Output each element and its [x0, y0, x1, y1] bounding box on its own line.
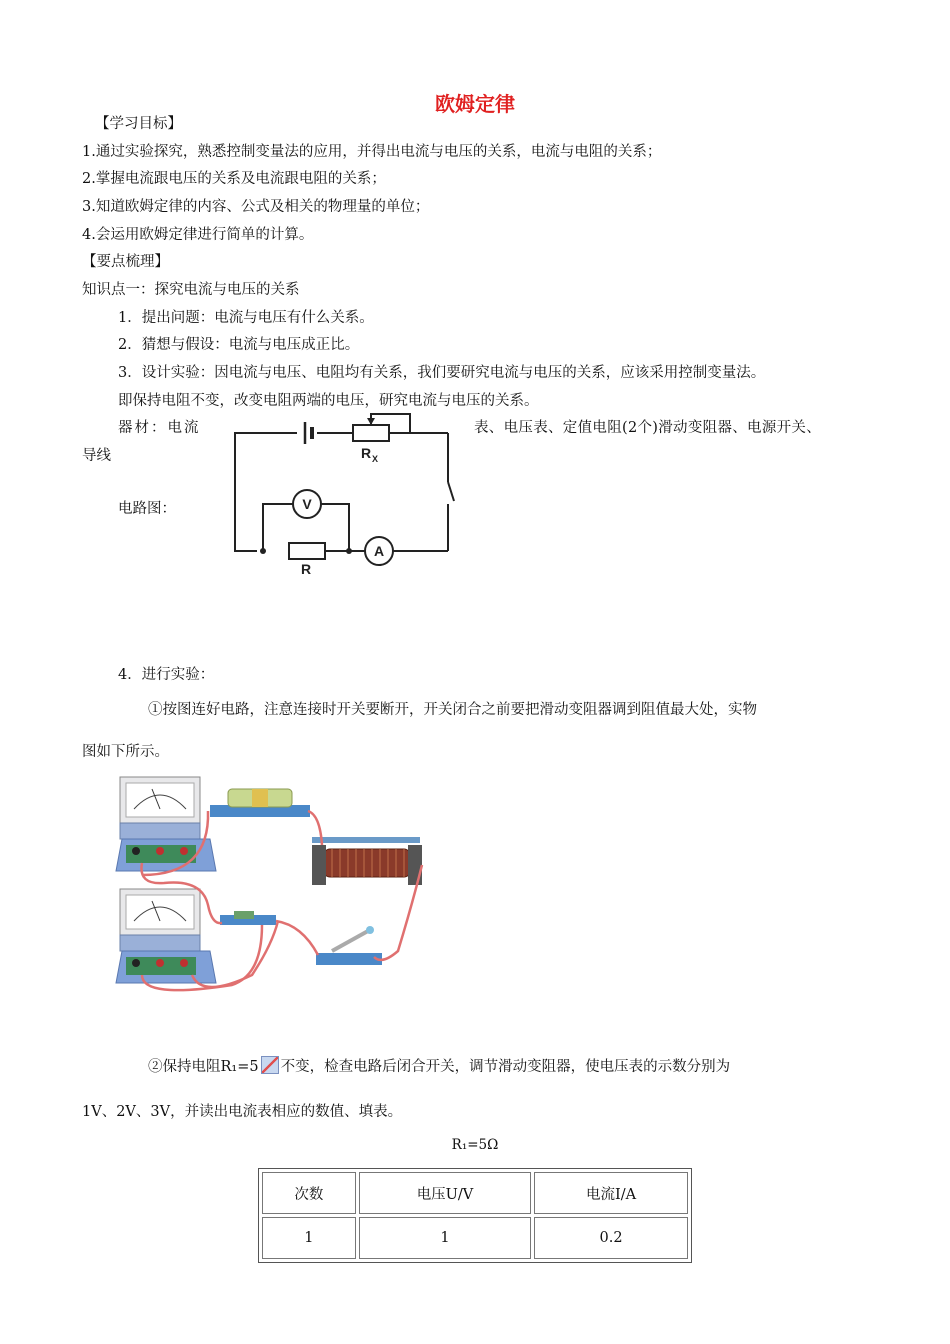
page-title: 欧姆定律: [435, 92, 515, 116]
table-header-cell: 次数: [262, 1172, 356, 1214]
step-3: 3．设计实验：因电流与电压、电阻均有关系，我们要研究电流与电压的关系，应该采用控制变量法。: [118, 365, 766, 381]
table-caption: R₁=5Ω: [451, 1137, 499, 1153]
step-4b-post: 不变，检查电路后闭合开关，调节滑动变阻器，使电压表的示数分别为: [280, 1059, 731, 1075]
voltmeter-label: V: [302, 496, 312, 512]
materials-c: 导线: [82, 448, 111, 464]
voltmeter-device: [116, 889, 216, 983]
rx-subscript: X: [372, 454, 379, 464]
diagram-label: 电路图：: [118, 501, 176, 517]
rx-label: R: [361, 445, 372, 461]
step-4b: [148, 1055, 730, 1076]
knowledge-point-1: 知识点一：探究电流与电压的关系: [82, 282, 300, 298]
step-4: 4．进行实验：: [118, 667, 215, 683]
step-4b-cont: 1V、2V、3V，并读出电流表相应的数值、填表。: [82, 1104, 403, 1120]
rheostat-device: [312, 837, 422, 885]
step-4a: ①按图连好电路，注意连接时开关要断开，开关闭合之前要把滑动变阻器调到阻值最大处，实物: [148, 702, 757, 718]
battery-device: [210, 789, 310, 817]
data-table: [258, 1168, 692, 1263]
goals-header: 【学习目标】: [95, 116, 182, 132]
goal-item-2: 2.掌握电流跟电压的关系及电流跟电阻的关系；: [82, 171, 386, 187]
step-4a-cont: 图如下所示。: [82, 744, 169, 760]
resistor-device: [220, 911, 276, 925]
step-2: 2．猜想与假设：电流与电压成正比。: [118, 337, 360, 353]
table-header-cell: 电流I/A: [534, 1172, 688, 1214]
apparatus-illustration: [112, 775, 442, 1005]
materials-b: 表、电压表、定值电阻(2个)滑动变阻器、电源开关、: [474, 420, 822, 436]
points-header: 【要点梳理】: [82, 254, 169, 270]
table-header-cell: 电压U/V: [359, 1172, 531, 1214]
step-4b-pre: ②保持电阻R₁=5: [148, 1059, 259, 1075]
ohm-symbol-icon: [261, 1056, 279, 1074]
table-cell: 0.2: [534, 1217, 688, 1259]
r-label: R: [301, 561, 312, 577]
step-3-cont: 即保持电阻不变，改变电阻两端的电压，研究电流与电压的关系。: [118, 393, 539, 409]
ammeter-device: [116, 777, 216, 871]
table-row: [262, 1217, 688, 1259]
materials-a: 器材：电流: [118, 420, 201, 436]
goal-item-4: 4.会运用欧姆定律进行简单的计算。: [82, 227, 314, 243]
goal-item-1: 1.通过实验探究，熟悉控制变量法的应用，并得出电流与电压的关系，电流与电阻的关系；: [82, 144, 662, 160]
switch-device: [316, 926, 382, 965]
table-header-row: [262, 1172, 688, 1214]
goal-item-3: 3.知道欧姆定律的内容、公式及相关的物理量的单位；: [82, 199, 430, 215]
step-1: 1．提出问题：电流与电压有什么关系。: [118, 310, 374, 326]
ammeter-label: A: [373, 543, 385, 559]
circuit-diagram: [225, 408, 465, 578]
table-cell: 1: [359, 1217, 531, 1259]
table-cell: 1: [262, 1217, 356, 1259]
